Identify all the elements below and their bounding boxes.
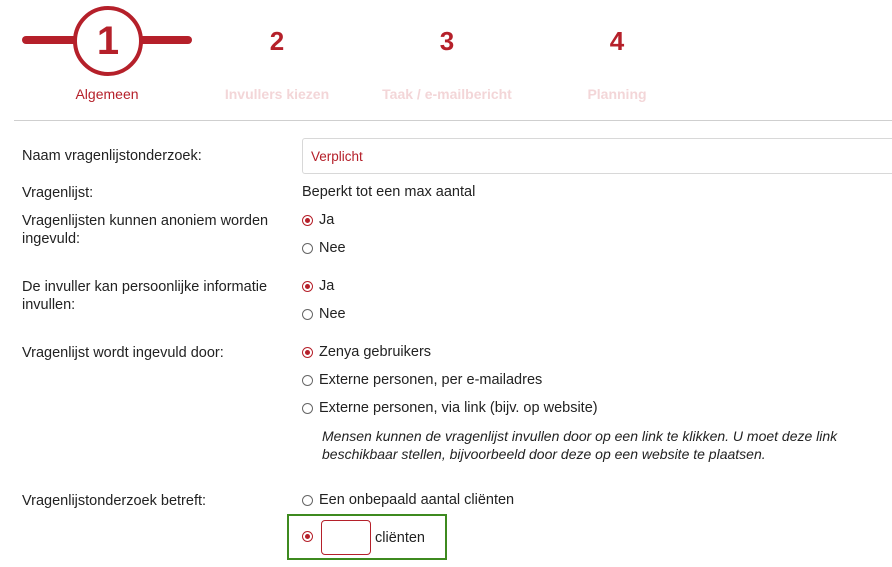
filled-by-option-email-label: Externe personen, per e-mailadres — [319, 372, 543, 388]
step-4-label[interactable]: Planning — [587, 86, 647, 102]
personal-option-yes-label: Ja — [319, 278, 335, 294]
filled-by-label: Vragenlijst wordt ingevuld door: — [22, 345, 224, 361]
radio-checked-icon[interactable] — [302, 347, 313, 358]
filled-by-note: Mensen kunnen de vragenlijst invullen door op een link te klikken. U moet deze link beschikbaar stellen, bijvoorbeeld door deze op een website te plaatsen. — [322, 428, 838, 462]
anonymous-option-no-label: Nee — [319, 240, 346, 256]
step-4-number[interactable]: 4 — [609, 26, 625, 56]
radio-unchecked-icon[interactable] — [302, 243, 313, 254]
filled-by-option-email[interactable] — [302, 372, 542, 388]
concerns-option-unlimited-label: Een onbepaald aantal cliënten — [319, 492, 515, 508]
anonymous-label: Vragenlijsten kunnen anoniem worden ingevuld: — [22, 213, 269, 247]
concerns-option-unlimited[interactable] — [302, 492, 514, 508]
filled-by-option-link[interactable] — [302, 400, 598, 416]
step-1-label[interactable]: Algemeen — [75, 86, 139, 102]
radio-checked-icon[interactable] — [302, 215, 313, 226]
radio-checked-icon[interactable] — [302, 531, 313, 542]
personal-option-yes[interactable] — [302, 278, 334, 294]
step-3-label[interactable]: Taak / e-mailbericht — [382, 86, 512, 102]
name-label: Naam vragenlijstonderzoek: — [22, 148, 202, 164]
filled-by-option-users[interactable] — [302, 344, 431, 360]
anonymous-option-yes-label: Ja — [319, 212, 335, 228]
concerns-option-count[interactable] — [302, 531, 319, 542]
personal-option-no[interactable] — [302, 306, 346, 322]
personal-option-no-label: Nee — [319, 306, 346, 322]
personal-info-label: De invuller kan persoonlijke informatie invullen: — [22, 279, 268, 313]
step-3-number[interactable]: 3 — [439, 26, 455, 56]
radio-unchecked-icon[interactable] — [302, 375, 313, 386]
step-2-label[interactable]: Invullers kiezen — [224, 86, 330, 102]
wizard-stepper — [0, 0, 892, 120]
list-value: Beperkt tot een max aantal — [302, 184, 476, 200]
client-count-suffix: cliënten — [375, 530, 425, 546]
filled-by-option-link-label: Externe personen, via link (bijv. op website) — [319, 400, 598, 416]
concerns-label: Vragenlijstonderzoek betreft: — [22, 493, 207, 509]
radio-unchecked-icon[interactable] — [302, 403, 313, 414]
radio-unchecked-icon[interactable] — [302, 495, 313, 506]
step-2-number[interactable]: 2 — [269, 26, 285, 56]
name-input[interactable] — [302, 138, 892, 174]
radio-checked-icon[interactable] — [302, 281, 313, 292]
client-count-input[interactable] — [321, 520, 371, 555]
step-1-circle[interactable]: 1 — [73, 6, 143, 76]
section-divider — [14, 120, 892, 121]
anonymous-option-yes[interactable] — [302, 212, 334, 228]
anonymous-option-no[interactable] — [302, 240, 346, 256]
radio-unchecked-icon[interactable] — [302, 309, 313, 320]
list-label: Vragenlijst: — [22, 185, 94, 201]
filled-by-option-users-label: Zenya gebruikers — [319, 344, 432, 360]
